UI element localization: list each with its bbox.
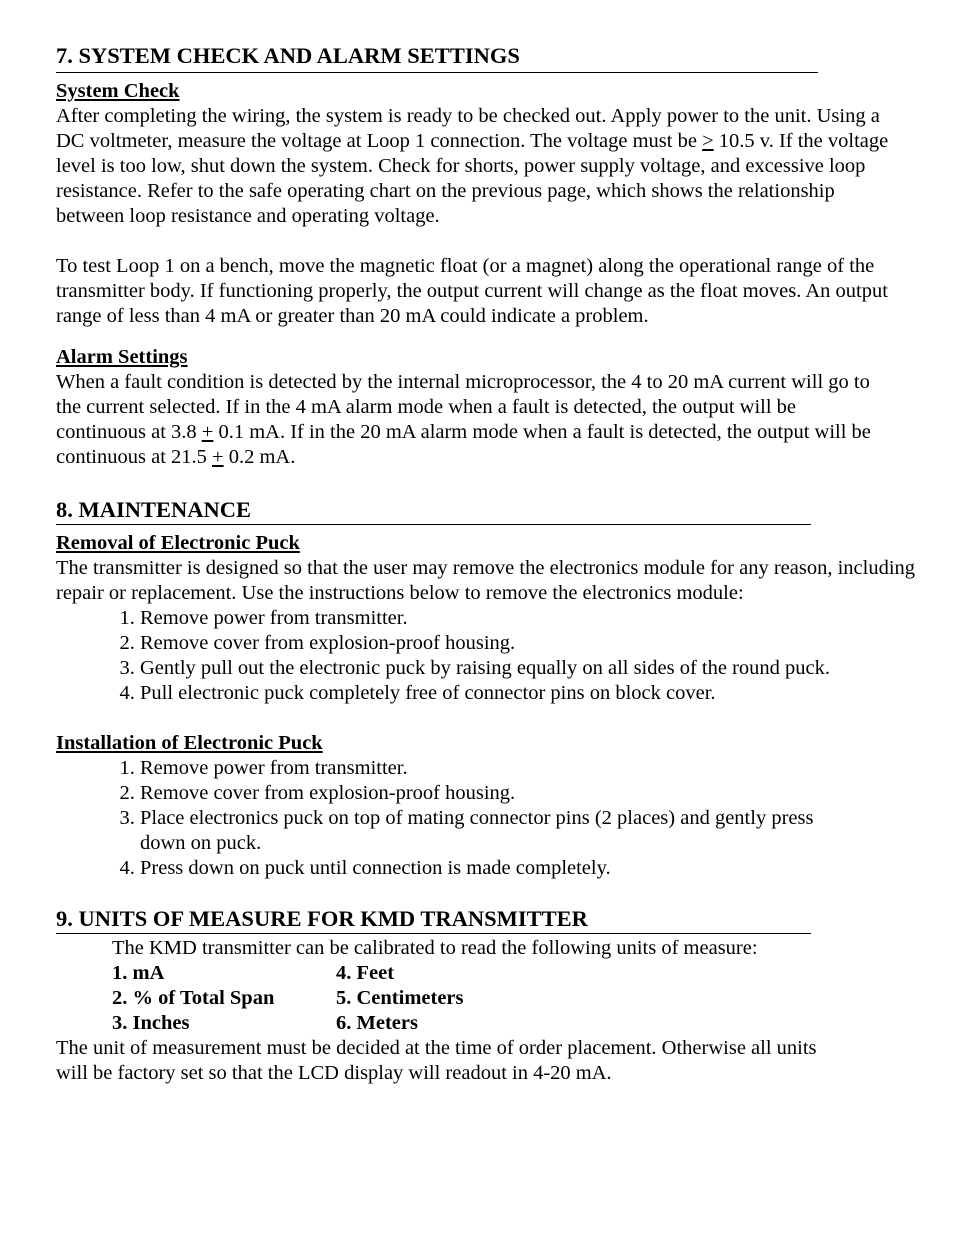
units-row bbox=[112, 1011, 916, 1036]
unit-item: 2. % of Total Span bbox=[112, 987, 275, 1009]
list-item: 2. Remove cover from explosion-proof housing. bbox=[140, 781, 845, 806]
unit-item: 1. mA bbox=[112, 962, 165, 984]
units-row bbox=[112, 961, 916, 986]
units-closing: The unit of measurement must be decided at the time of order placement. Otherwise all units will be factory set so that the LCD display will readout in 4-20 mA. bbox=[56, 1037, 817, 1084]
removal-intro: The transmitter is designed so that the user may remove the electronics module for any reason, including repair or replacement. Use the instructions below to remove the electronics module: bbox=[56, 557, 916, 604]
plus-minus-symbol: + bbox=[201, 421, 214, 443]
system-check-paragraph-1 bbox=[56, 104, 901, 229]
install-title: Installation of Electronic Puck bbox=[56, 732, 323, 754]
list-item: 1. Remove power from transmitter. bbox=[140, 606, 845, 631]
list-item: 1. Remove power from transmitter. bbox=[140, 756, 845, 781]
section-8-heading: 8. MAINTENANCE bbox=[56, 497, 252, 522]
spacer bbox=[56, 329, 916, 345]
list-item: 3. Place electronics puck on top of mating connector pins (2 places) and gently press down on puck. bbox=[140, 806, 845, 856]
alarm-text-b: 0.1 mA. If in the 20 mA alarm mode when a fault is detected, the output will be continuous at 21.5 bbox=[56, 421, 871, 468]
spacer bbox=[56, 229, 916, 254]
list-item: 2. Remove cover from explosion-proof housing. bbox=[140, 631, 845, 656]
system-check-text-b: 10.5 v. If the voltage level is too low, shut down the system. Check for shorts, power supply voltage, and excessive loop resistance. Refer to the safe operating chart on the previous page, which shows the relationship between loop resistance and operating voltage. bbox=[56, 130, 889, 227]
units-row bbox=[112, 986, 916, 1011]
spacer bbox=[56, 706, 916, 731]
greater-equal-symbol: > bbox=[702, 130, 714, 152]
section-8-rule bbox=[56, 524, 811, 525]
unit-item: 5. Centimeters bbox=[336, 987, 464, 1009]
document-page bbox=[56, 42, 916, 1086]
alarm-settings-paragraph bbox=[56, 370, 891, 470]
unit-item: 4. Feet bbox=[336, 962, 395, 984]
removal-title: Removal of Electronic Puck bbox=[56, 532, 300, 554]
removal-steps bbox=[56, 606, 845, 706]
unit-item: 3. Inches bbox=[112, 1012, 190, 1034]
list-item: 4. Press down on puck until connection is made completely. bbox=[140, 856, 845, 881]
unit-item: 6. Meters bbox=[336, 1012, 418, 1034]
units-intro: The KMD transmitter can be calibrated to read the following units of measure: bbox=[112, 937, 758, 959]
system-check-text-a: After completing the wiring, the system is ready to be checked out. Apply power to the unit. Using a DC voltmeter, measure the voltage at Loop 1 connection. The voltage must be bbox=[56, 105, 880, 152]
alarm-settings-title: Alarm Settings bbox=[56, 346, 188, 368]
list-item: 3. Gently pull out the electronic puck by raising equally on all sides of the round puck. bbox=[140, 656, 845, 681]
section-9-rule bbox=[56, 933, 811, 934]
spacer bbox=[56, 470, 916, 496]
system-check-paragraph-2: To test Loop 1 on a bench, move the magnetic float (or a magnet) along the operational range of the transmitter body. If functioning properly, the output current will change as the float moves. An output range of less than 4 mA or greater than 20 mA could indicate a problem. bbox=[56, 255, 888, 327]
section-7-rule bbox=[56, 72, 818, 73]
install-steps bbox=[56, 756, 845, 881]
system-check-title: System Check bbox=[56, 80, 180, 102]
section-7-heading: 7. SYSTEM CHECK AND ALARM SETTINGS bbox=[56, 43, 520, 68]
plus-minus-symbol: + bbox=[212, 446, 224, 468]
section-9-heading: 9. UNITS OF MEASURE FOR KMD TRANSMITTER bbox=[56, 906, 588, 931]
alarm-text-a: When a fault condition is detected by the internal microprocessor, the 4 to 20 mA current will go to the current selected. If in the 4 mA alarm mode when a fault is detected, the output will be continuous at 3.8 bbox=[56, 371, 870, 443]
units-list bbox=[112, 961, 916, 1036]
spacer bbox=[56, 881, 916, 905]
alarm-text-c: 0.2 mA. bbox=[223, 446, 296, 468]
list-item: 4. Pull electronic puck completely free of connector pins on block cover. bbox=[140, 681, 845, 706]
